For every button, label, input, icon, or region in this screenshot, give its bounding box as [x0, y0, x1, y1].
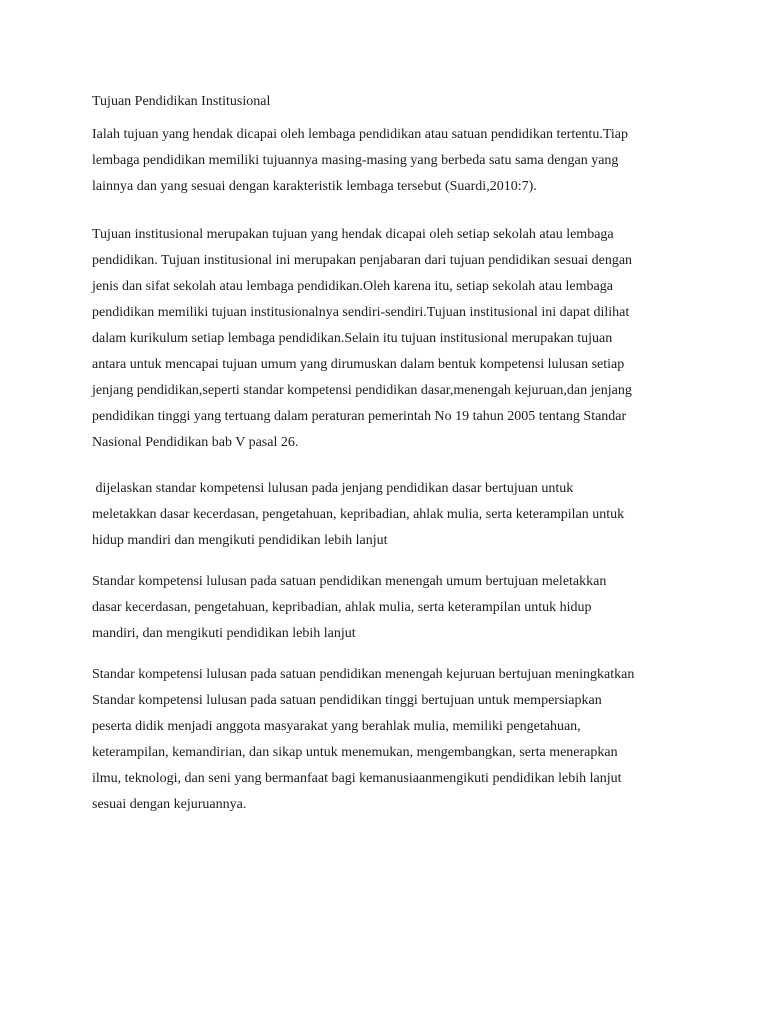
paragraph-line: jenis dan sifat sekolah atau lembaga pendidikan.Oleh karena itu, setiap sekolah atau lembaga [92, 279, 613, 294]
paragraph-definition [92, 122, 692, 200]
paragraph-line: dijelaskan standar kompetensi lulusan pada jenjang pendidikan dasar bertujuan untuk [92, 481, 574, 496]
paragraph-line: Ialah tujuan yang hendak dicapai oleh lembaga pendidikan atau satuan pendidikan tertentu.Tiap [92, 127, 628, 142]
paragraph-line: keterampilan, kemandirian, dan sikap untuk menemukan, mengembangkan, serta menerapkan [92, 745, 618, 760]
paragraph-line: Standar kompetensi lulusan pada satuan pendidikan menengah umum bertujuan meletakkan [92, 574, 607, 589]
paragraph-line: ilmu, teknologi, dan seni yang bermanfaat bagi kemanusiaanmengikuti pendidikan lebih lanjut [92, 771, 622, 786]
paragraph-line: dalam kurikulum setiap lembaga pendidikan.Selain itu tujuan institusional merupakan tujuan [92, 331, 613, 346]
paragraph-line: peserta didik menjadi anggota masyarakat yang berahlak mulia, memiliki pengetahuan, [92, 719, 581, 734]
paragraph-line: dasar kecerdasan, pengetahuan, kepribadian, ahlak mulia, serta keterampilan untuk hidup [92, 600, 592, 615]
paragraph-line: sesuai dengan kejuruannya. [92, 797, 247, 812]
paragraph-line: Standar kompetensi lulusan pada satuan pendidikan tinggi bertujuan untuk mempersiapkan [92, 693, 602, 708]
paragraph-explanation [92, 222, 692, 456]
paragraph-line: antara untuk mencapai tujuan umum yang dirumuskan dalam bentuk kompetensi lulusan setiap [92, 357, 625, 372]
paragraph-vocational-higher [92, 662, 692, 818]
paragraph-line: hidup mandiri dan mengikuti pendidikan lebih lanjut [92, 533, 388, 548]
document-title [92, 89, 692, 115]
paragraph-secondary-general [92, 569, 692, 647]
paragraph-line: mandiri, dan mengikuti pendidikan lebih lanjut [92, 626, 356, 641]
paragraph-line: pendidikan memiliki tujuan institusionalnya sendiri-sendiri.Tujuan institusional ini dapat dilihat [92, 305, 630, 320]
paragraph-line: lainnya dan yang sesuai dengan karakteristik lembaga tersebut (Suardi,2010:7). [92, 179, 537, 194]
paragraph-basic-education [92, 476, 692, 554]
paragraph-line: pendidikan. Tujuan institusional ini merupakan penjabaran dari tujuan pendidikan sesuai dengan [92, 253, 633, 268]
paragraph-line: lembaga pendidikan memiliki tujuannya masing-masing yang berbeda satu sama dengan yang [92, 153, 619, 168]
paragraph-line: Nasional Pendidikan bab V pasal 26. [92, 435, 299, 450]
title-line: Tujuan Pendidikan Institusional [92, 94, 271, 109]
paragraph-line: pendidikan tinggi yang tertuang dalam peraturan pemerintah No 19 tahun 2005 tentang Standar [92, 409, 627, 424]
paragraph-line: jenjang pendidikan,seperti standar kompetensi pendidikan dasar,menengah kejuruan,dan jenjang [92, 383, 632, 398]
paragraph-line: Standar kompetensi lulusan pada satuan pendidikan menengah kejuruan bertujuan meningkatkan [92, 667, 635, 682]
paragraph-line: meletakkan dasar kecerdasan, pengetahuan, kepribadian, ahlak mulia, serta keterampilan untuk [92, 507, 625, 522]
paragraph-line: Tujuan institusional merupakan tujuan yang hendak dicapai oleh setiap sekolah atau lembaga [92, 227, 614, 242]
